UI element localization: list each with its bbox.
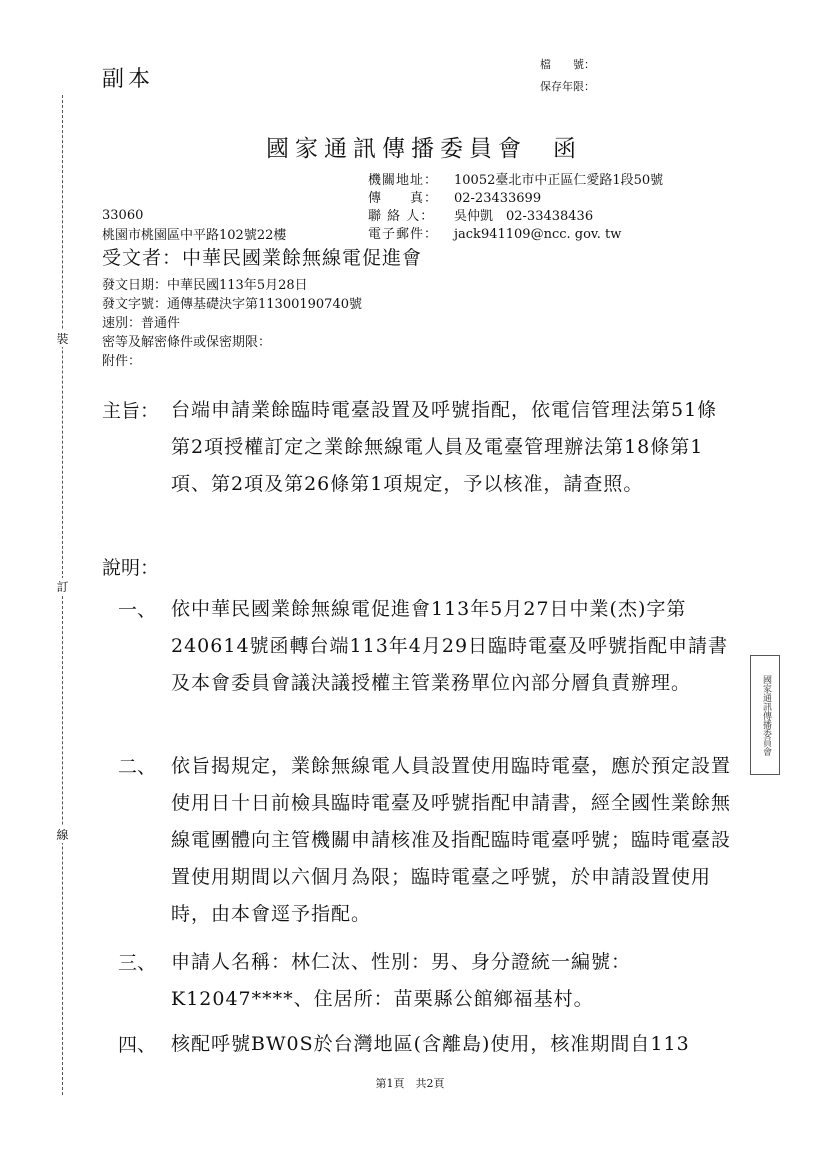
- subject-label: 主旨：: [102, 400, 160, 422]
- item-number: 一、: [118, 599, 157, 621]
- doc-meta: [102, 276, 362, 371]
- item-number: 二、: [118, 756, 157, 778]
- item-text: 申請人名稱：林仁汰、性別：男、身分證統一編號：K12047****、住居所：苗栗縣公館鄉福基村。: [171, 951, 632, 1010]
- retention-label: 保存年限：: [540, 80, 595, 93]
- contact-block: [368, 172, 663, 244]
- document-title: [266, 130, 582, 163]
- contact-address: 10052臺北市中正區仁愛路1段50號: [454, 173, 664, 188]
- agency-name: 國家通訊傳播委員會: [266, 136, 527, 162]
- agency-stamp: 國家通訊傳播委員會: [750, 655, 780, 775]
- doc-type: 函: [553, 136, 582, 162]
- item-number: 四、: [118, 1034, 157, 1056]
- recipient-line: 受文者：中華民國業餘無線電促進會: [102, 247, 423, 269]
- description-label: 說明：: [102, 557, 160, 579]
- contact-person: 吳仲凱 02-33438436: [454, 209, 594, 224]
- item-text: 依中華民國業餘無線電促進會113年5月27日中業(杰)字第240614號函轉台端113年4月29日臨時電臺及呼號指配申請書及本會委員會議決議授權主管業務單位內部分層負責辦理。: [171, 598, 729, 694]
- file-number-label: 檔 號：: [540, 58, 595, 71]
- binding-line: [62, 95, 63, 1095]
- recipient-address: 桃園市桃園區中平路102號22樓: [102, 228, 287, 243]
- file-meta: [540, 54, 595, 98]
- binding-mark-xian: 線: [56, 828, 69, 842]
- item-text: 依旨揭規定，業餘無線電人員設置使用臨時電臺，應於預定設置使用日十日前檢具臨時電臺及呼號指配申請書，經全國性業餘無線電團體向主管機關申請核准及指配臨時電臺呼號；臨時電臺設置使用期間以六個月為限；臨時電臺之呼號，於申請設置使用時，由本會逕予指配。: [171, 755, 732, 925]
- contact-email: jack941109@ncc. gov. tw: [454, 227, 622, 242]
- page-number: 第1頁 共2頁: [375, 1077, 445, 1090]
- item-text: 核配呼號BW0S於台灣地區(含離島)使用，核准期間自113: [171, 1033, 690, 1055]
- contact-person-row: 聯 絡 人： 吳仲凱 02-33438436: [368, 209, 594, 224]
- subject-text: 台端申請業餘臨時電臺設置及呼號指配，依電信管理法第51條第2項授權訂定之業餘無線電人員及電臺管理辦法第18條第1項、第2項及第26條第1項規定，予以核准，請查照。: [171, 399, 718, 495]
- reference-number: 發文字號：通傳基礎決字第11300190740號: [102, 297, 362, 312]
- copy-label: 副本: [102, 67, 155, 92]
- attachments: 附件：: [102, 354, 142, 369]
- issue-date: 發文日期：中華民國113年5月28日: [102, 278, 308, 293]
- contact-fax: 02-23433699: [454, 191, 542, 206]
- recipient-postal-code: 33060: [102, 208, 144, 223]
- contact-email-row: 電子郵件： jack941109@ncc. gov. tw: [368, 227, 622, 242]
- secrecy-level: 密等及解密條件或保密期限：: [102, 335, 272, 350]
- binding-mark-zhuang: 裝: [56, 332, 69, 346]
- contact-fax-row: 傳 真： 02-23433699: [368, 191, 542, 206]
- contact-address-row: 機關地址： 10052臺北市中正區仁愛路1段50號: [368, 173, 664, 188]
- binding-mark-ding: 訂: [56, 580, 69, 594]
- delivery-speed: 速別：普通件: [102, 316, 181, 331]
- item-number: 三、: [118, 952, 157, 974]
